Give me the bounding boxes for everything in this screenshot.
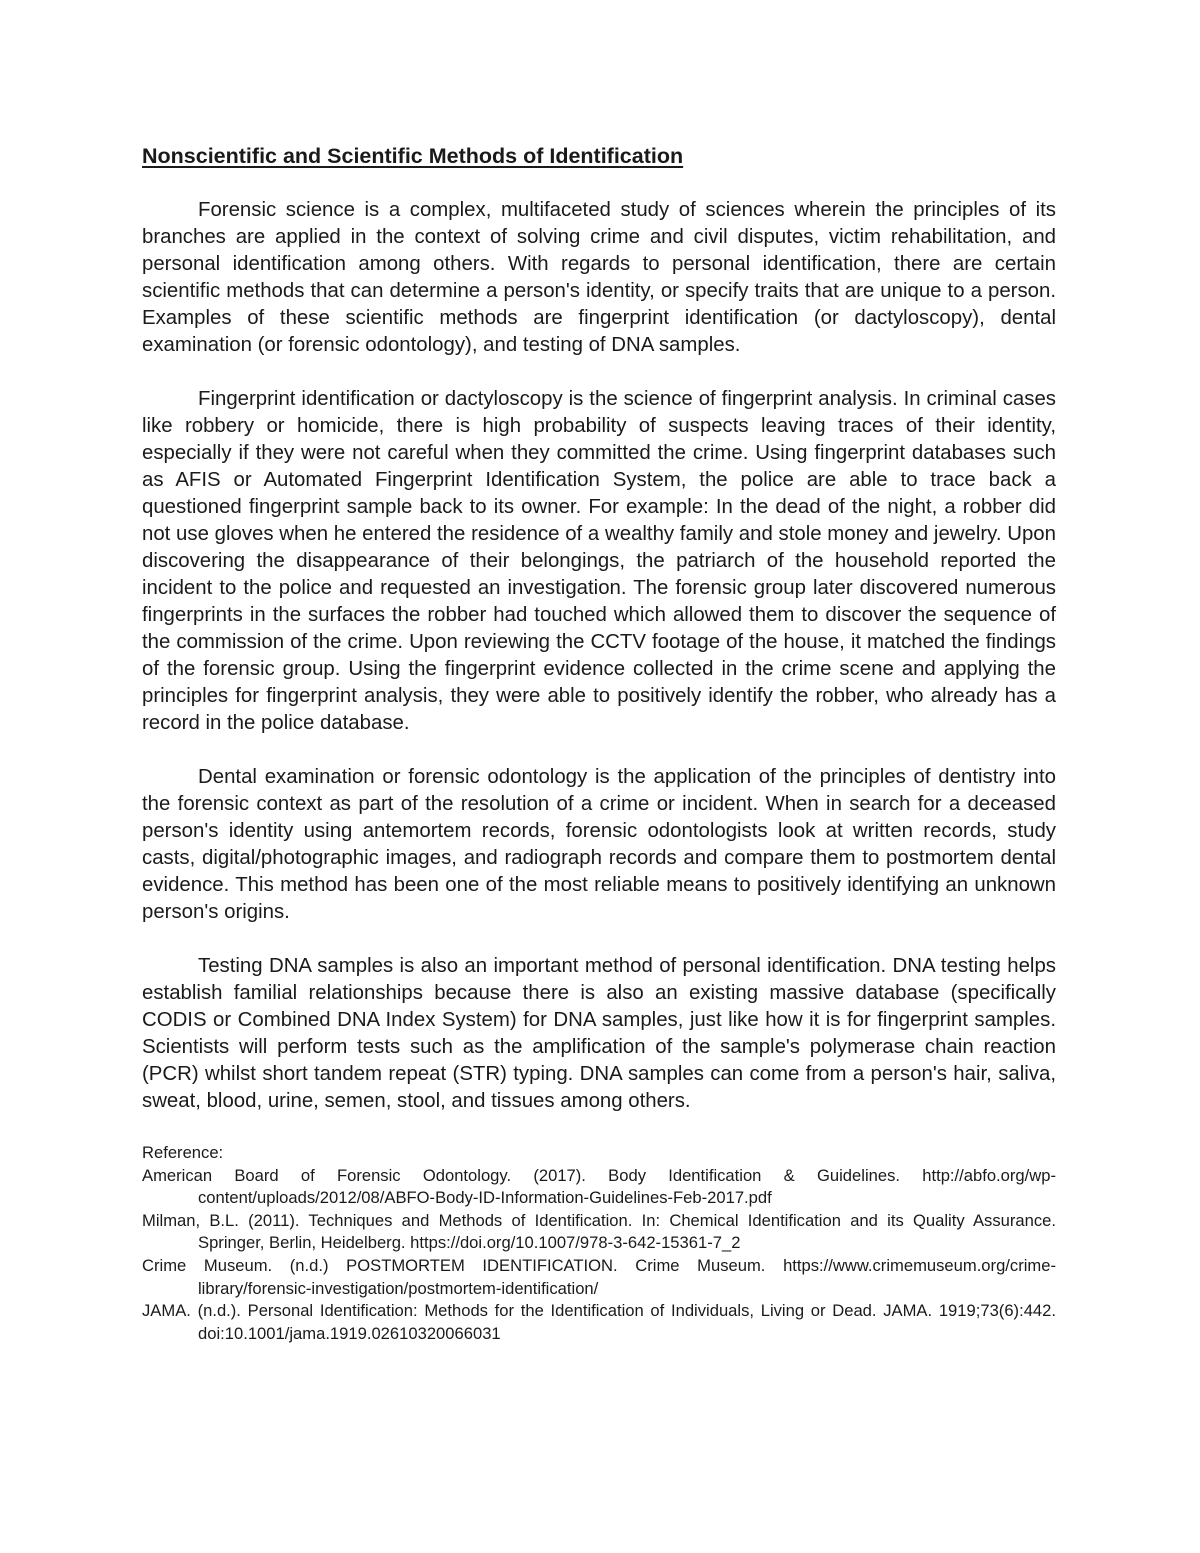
reference-item: JAMA. (n.d.). Personal Identification: Methods for the Identification of Individuals, Living or Dead. JAMA. 1919;73(6):442. doi:10.1001/jama.1919.02610320066031 — [142, 1301, 1056, 1343]
document-page — [142, 141, 1056, 1345]
document-body — [142, 197, 1056, 1115]
reference-item: Crime Museum. (n.d.) POSTMORTEM IDENTIFICATION. Crime Museum. https://www.crimemuseum.org/crime-library/forensic-investigation/postmortem-identification/ — [142, 1255, 1056, 1298]
paragraph-dental-examination: Dental examination or forensic odontology is the application of the principles of dentistry into the forensic context as part of the resolution of a crime or incident. When in search for a deceased person's identity using antemortem records, forensic odontologists look at written records, study casts, digital/photographic images, and radiograph records and compare them to postmortem dental evidence. This method has been one of the most reliable means to positively identifying an unknown person's origins. — [142, 766, 1056, 923]
paragraph-forensic-science: Forensic science is a complex, multifaceted study of sciences wherein the principles of its branches are applied in the context of solving crime and civil disputes, victim rehabilitation, and personal identification among others. With regards to personal identification, there are certain scientific methods that can determine a person's identity, or specify traits that are unique to a person. Examples of these scientific methods are fingerprint identification (or dactyloscopy), dental examination (or forensic odontology), and testing of DNA samples. — [142, 199, 1056, 356]
reference-item: American Board of Forensic Odontology. (2017). Body Identification & Guidelines. http://abfo.org/wp-content/uploads/2012/08/ABFO-Body-ID-Information-Guidelines-Feb-2017.pdf — [142, 1165, 1056, 1208]
reference-heading: Reference: — [142, 1143, 224, 1162]
document-title: Nonscientific and Scientific Methods of Identification — [142, 144, 684, 168]
paragraph-fingerprint-identification: Fingerprint identification or dactyloscopy is the science of fingerprint analysis. In criminal cases like robbery or homicide, there is high probability of suspects leaving traces of their identity, especially if they were not careful when they committed the crime. Using fingerprint databases such as AFIS or Automated Fingerprint Identification System, the police are able to trace back a questioned fingerprint sample back to its owner. For example: In the dead of the night, a robber did not use gloves when he entered the residence of a wealthy family and stole money and jewelry. Upon discovering the disappearance of their belongings, the patriarch of the household reported the incident to the police and requested an investigation. The forensic group later discovered numerous fingerprints in the surfaces the robber had touched which allowed them to discover the sequence of the commission of the crime. Upon reviewing the CCTV footage of the house, it matched the findings of the forensic group. Using the fingerprint evidence collected in the crime scene and applying the principles for fingerprint analysis, they were able to positively identify the robber, who already has a record in the police database. — [142, 388, 1056, 734]
paragraph-dna-testing: Testing DNA samples is also an important method of personal identification. DNA testing helps establish familial relationships because there is also an existing massive database (specifically CODIS or Combined DNA Index System) for DNA samples, just like how it is for fingerprint samples. Scientists will perform tests such as the amplification of the sample's polymerase chain reaction (PCR) whilst short tandem repeat (STR) typing. DNA samples can come from a person's hair, saliva, sweat, blood, urine, semen, stool, and tissues among others. — [142, 955, 1056, 1112]
reference-item: Milman, B.L. (2011). Techniques and Methods of Identification. In: Chemical Identification and its Quality Assurance. Springer, Berlin, Heidelberg. https://doi.org/10.1007/978-3-642-15361-7_2 — [142, 1210, 1056, 1253]
reference-list — [142, 1142, 1056, 1345]
